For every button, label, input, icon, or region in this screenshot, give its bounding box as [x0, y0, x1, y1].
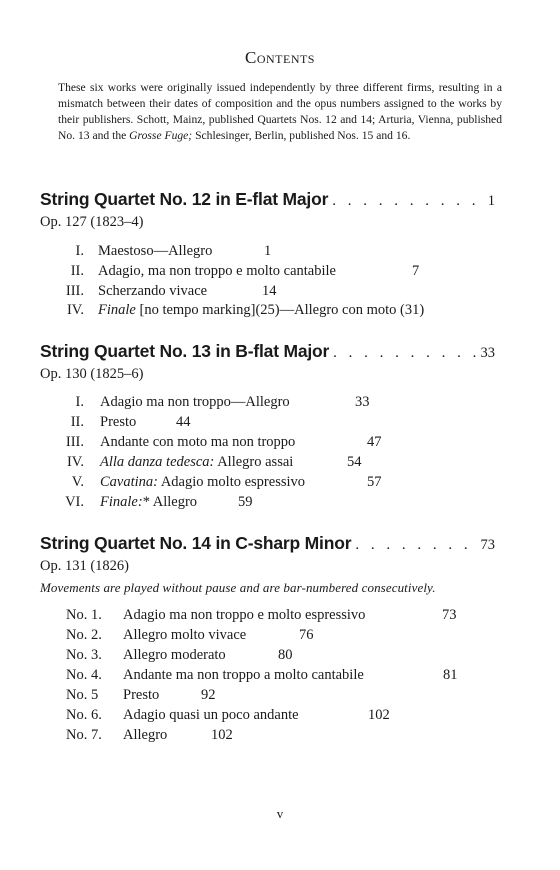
movement-page: 57	[367, 474, 382, 490]
dot-leader	[328, 193, 486, 210]
movement-page: 44	[176, 414, 191, 430]
movement-page: 80	[278, 647, 293, 663]
movement-page: 14	[262, 283, 277, 299]
movement-page: 33	[355, 394, 370, 410]
movement-title: Scherzando vivace	[98, 283, 208, 299]
movement-title: Adagio quasi un poco andante	[123, 707, 299, 723]
movement-title: Presto	[100, 414, 137, 430]
quartet-page-number: 33	[480, 345, 495, 361]
movement-title: Presto	[123, 687, 160, 703]
movement-number: I.	[75, 243, 84, 259]
movement-title: Andante ma non troppo a molto cantabile	[123, 667, 364, 683]
movement-number: III.	[65, 283, 84, 299]
movement-title: Finale [no tempo marking](25)—Allegro con moto (31)	[98, 302, 425, 318]
quartet-14-title-line[interactable]	[40, 533, 495, 555]
quartet-title: String Quartet No. 13 in B-flat Major	[40, 341, 330, 361]
movement-title: Alla danza tedesca: Allegro assai	[100, 454, 294, 470]
quartet-page-number: 1	[487, 193, 495, 209]
movement-number: II.	[70, 414, 84, 430]
movement-page: 47	[367, 434, 382, 450]
quartet-opus: Op. 131 (1826)	[40, 558, 130, 574]
movement-title: Allegro moderato	[123, 647, 226, 663]
movement-number: No. 7.	[66, 727, 102, 743]
movement-page: 7	[412, 263, 420, 279]
movement-title: Maestoso—Allegro	[98, 243, 213, 259]
movement-page: 54	[347, 454, 362, 470]
performance-note: Movements are played without pause and are bar-numbered consecutively.	[40, 580, 436, 595]
quartet-page-number: 73	[480, 537, 495, 553]
movement-page: 81	[443, 667, 458, 683]
movement-number: No. 3.	[66, 647, 102, 663]
movement-number: III.	[65, 434, 84, 450]
movement-page: 59	[238, 494, 253, 510]
movement-title: Adagio, ma non troppo e molto cantabile	[98, 263, 336, 279]
movement-number: No. 4.	[66, 667, 102, 683]
intro-paragraph	[58, 80, 502, 144]
movement-number: IV.	[66, 302, 84, 318]
quartet-title: String Quartet No. 14 in C-sharp Minor	[40, 533, 352, 553]
movement-title: Adagio ma non troppo e molto espressivo	[123, 607, 366, 623]
movement-page: 102	[368, 707, 390, 723]
movement-title: Adagio ma non troppo—Allegro	[100, 394, 290, 410]
movement-number: VI.	[65, 494, 84, 510]
movement-page: 102	[211, 727, 233, 743]
movement-page: 76	[299, 627, 314, 643]
movement-number: No. 1.	[66, 607, 102, 623]
movement-number: IV.	[66, 454, 84, 470]
movement-number: No. 2.	[66, 627, 102, 643]
dot-leader	[351, 537, 478, 554]
movement-page: 92	[201, 687, 216, 703]
movement-title: Cavatina: Adagio molto espressivo	[100, 474, 306, 490]
movement-number: II.	[70, 263, 84, 279]
quartet-opus: Op. 127 (1823–4)	[40, 214, 144, 230]
quartet-title: String Quartet No. 12 in E-flat Major	[40, 189, 329, 209]
movement-number: No. 6.	[66, 707, 102, 723]
page-folio: v	[276, 806, 284, 821]
intro-text: These six works were originally issued independently by three different firms, resulting in a mismatch between their dates of composition and the opus numbers assigned to the works by their publishers. Schott, Mainz, published Quartets Nos. 12 and 14; Arturia, Vienna, published No. 13 and the	[58, 81, 502, 142]
movement-title: Andante con moto ma non troppo	[100, 434, 296, 450]
page-title: Contents	[244, 48, 315, 67]
dot-leader	[329, 345, 478, 362]
movement-number: I.	[75, 394, 84, 410]
intro-italic-title: Grosse Fuge;	[129, 129, 193, 142]
movement-title: Allegro	[123, 727, 168, 743]
movement-number: V.	[71, 474, 84, 490]
movement-title: Allegro molto vivace	[123, 627, 247, 643]
movement-page: 1	[264, 243, 272, 259]
quartet-12-title-line[interactable]	[40, 189, 495, 211]
movement-title: Finale:* Allegro	[100, 494, 198, 510]
intro-text-end: Schlesinger, Berlin, published Nos. 15 and 16.	[192, 129, 411, 142]
quartet-13-title-line[interactable]	[40, 341, 495, 363]
quartet-opus: Op. 130 (1825–6)	[40, 366, 144, 382]
movement-page: 73	[442, 607, 457, 623]
movement-number: No. 5	[66, 687, 99, 703]
